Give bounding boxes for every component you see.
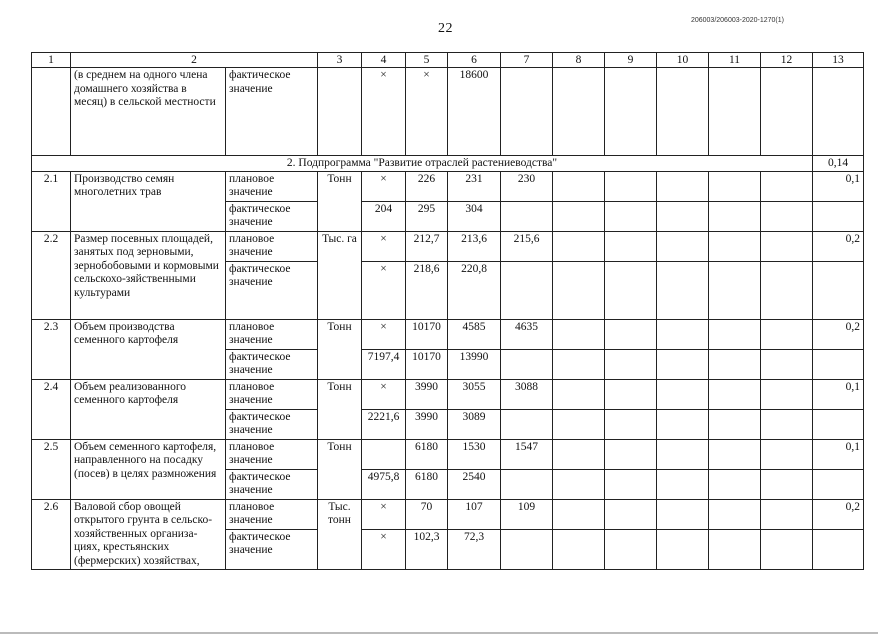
value-cell <box>605 171 657 201</box>
value-cell <box>813 529 864 569</box>
value-cell <box>761 171 813 201</box>
value-type: плановое значение <box>226 439 318 469</box>
value-cell <box>553 439 605 469</box>
unit-cell: Тонн <box>318 319 362 379</box>
value-cell: 10170 <box>406 319 448 349</box>
value-cell <box>553 201 605 231</box>
value-cell: 4585 <box>448 319 501 349</box>
value-cell <box>605 349 657 379</box>
value-cell <box>657 409 709 439</box>
value-cell <box>709 379 761 409</box>
value-cell <box>553 231 605 261</box>
value-cell: 2221,6 <box>362 409 406 439</box>
column-header: 5 <box>406 53 448 68</box>
value-cell <box>553 349 605 379</box>
value-cell: 226 <box>406 171 448 201</box>
indicator-label: Объем производства семенного картофеля <box>71 319 226 379</box>
value-cell <box>709 529 761 569</box>
value-cell <box>605 409 657 439</box>
table-row <box>32 439 864 469</box>
unit-cell <box>318 68 362 156</box>
value-cell: 3088 <box>501 379 553 409</box>
column-header: 10 <box>657 53 709 68</box>
value-type: фактическое значение <box>226 349 318 379</box>
document-code: 206003/206003-2020-1270(1) <box>690 17 784 24</box>
value-cell <box>501 261 553 319</box>
value-cell <box>657 349 709 379</box>
value-cell: 220,8 <box>448 261 501 319</box>
value-cell <box>605 231 657 261</box>
value-cell: × <box>362 68 406 156</box>
section-weight: 0,14 <box>813 156 864 172</box>
value-cell <box>761 499 813 529</box>
row-number: 2.6 <box>32 499 71 569</box>
value-cell <box>813 409 864 439</box>
value-cell: × <box>362 379 406 409</box>
value-cell <box>657 171 709 201</box>
value-cell: 3990 <box>406 409 448 439</box>
value-cell <box>709 171 761 201</box>
value-cell <box>553 68 605 156</box>
value-cell <box>657 319 709 349</box>
value-cell <box>657 439 709 469</box>
table-row <box>32 379 864 409</box>
value-cell: 3055 <box>448 379 501 409</box>
column-header: 1 <box>32 53 71 68</box>
value-cell <box>657 499 709 529</box>
column-header: 3 <box>318 53 362 68</box>
section-row <box>32 156 864 172</box>
value-cell <box>813 201 864 231</box>
table-row <box>32 499 864 529</box>
value-cell: × <box>362 529 406 569</box>
value-cell: 212,7 <box>406 231 448 261</box>
indicators-table <box>31 52 864 570</box>
value-cell <box>761 439 813 469</box>
value-cell <box>605 261 657 319</box>
value-cell <box>657 261 709 319</box>
column-header: 6 <box>448 53 501 68</box>
value-cell <box>813 261 864 319</box>
value-cell <box>709 409 761 439</box>
column-header: 7 <box>501 53 553 68</box>
value-cell <box>605 68 657 156</box>
value-cell <box>657 68 709 156</box>
value-type: фактическое значение <box>226 68 318 156</box>
value-cell <box>761 261 813 319</box>
value-cell <box>501 68 553 156</box>
row-number: 2.5 <box>32 439 71 499</box>
value-cell: 1547 <box>501 439 553 469</box>
unit-cell: Тыс. тонн <box>318 499 362 569</box>
table-row <box>32 319 864 349</box>
value-cell <box>761 529 813 569</box>
column-header: 12 <box>761 53 813 68</box>
column-header: 9 <box>605 53 657 68</box>
section-title: 2. Подпрограмма "Развитие отраслей растениеводства" <box>32 156 813 172</box>
unit-cell: Тыс. га <box>318 231 362 319</box>
value-cell <box>761 379 813 409</box>
indicator-label: Производство семян многолетних трав <box>71 171 226 231</box>
value-cell <box>553 469 605 499</box>
value-cell: 295 <box>406 201 448 231</box>
row-number: 2.2 <box>32 231 71 319</box>
value-cell: 215,6 <box>501 231 553 261</box>
value-cell <box>709 261 761 319</box>
value-cell <box>605 379 657 409</box>
weight-cell <box>813 68 864 156</box>
value-cell <box>813 349 864 379</box>
value-cell: 102,3 <box>406 529 448 569</box>
value-type: плановое значение <box>226 231 318 261</box>
value-cell: 3089 <box>448 409 501 439</box>
value-cell <box>501 469 553 499</box>
table-row <box>32 231 864 261</box>
value-cell: 4975,8 <box>362 469 406 499</box>
value-cell <box>761 319 813 349</box>
value-cell: 72,3 <box>448 529 501 569</box>
unit-cell: Тонн <box>318 379 362 439</box>
indicator-label: Размер посевных площадей, занятых под зерновыми, зернобобовыми и кормовыми сельскохо-зяйственными культурами <box>71 231 226 319</box>
value-cell: × <box>362 499 406 529</box>
page-edge-line <box>0 632 878 634</box>
value-cell: 109 <box>501 499 553 529</box>
value-type: плановое значение <box>226 379 318 409</box>
value-type: фактическое значение <box>226 261 318 319</box>
value-cell: × <box>362 171 406 201</box>
value-cell <box>501 529 553 569</box>
value-cell <box>761 409 813 439</box>
value-cell: 13990 <box>448 349 501 379</box>
weight-cell: 0,2 <box>813 499 864 529</box>
value-cell: 6180 <box>406 469 448 499</box>
indicator-label: Объем семенного картофеля, направленного на посадку (посев) в целях размножения <box>71 439 226 499</box>
value-cell <box>553 379 605 409</box>
row-number: 2.4 <box>32 379 71 439</box>
value-type: фактическое значение <box>226 529 318 569</box>
row-number: 2.1 <box>32 171 71 231</box>
value-cell <box>605 201 657 231</box>
value-cell <box>657 529 709 569</box>
value-cell: 230 <box>501 171 553 201</box>
value-cell: 3990 <box>406 379 448 409</box>
value-cell: × <box>406 68 448 156</box>
value-cell <box>605 439 657 469</box>
page-number: 22 <box>438 21 453 36</box>
value-cell <box>553 261 605 319</box>
value-cell: 10170 <box>406 349 448 379</box>
value-cell: 6180 <box>406 439 448 469</box>
value-cell <box>761 469 813 499</box>
value-cell <box>657 201 709 231</box>
value-cell: × <box>362 261 406 319</box>
value-cell <box>709 319 761 349</box>
row-number: 2.3 <box>32 319 71 379</box>
row-number <box>32 68 71 156</box>
value-cell: 304 <box>448 201 501 231</box>
value-cell: 231 <box>448 171 501 201</box>
column-header: 4 <box>362 53 406 68</box>
value-cell: × <box>362 319 406 349</box>
value-cell <box>813 469 864 499</box>
weight-cell: 0,2 <box>813 231 864 261</box>
value-cell <box>553 319 605 349</box>
unit-cell: Тонн <box>318 171 362 231</box>
value-cell: 4635 <box>501 319 553 349</box>
indicator-label: Объем реализованного семенного картофеля <box>71 379 226 439</box>
value-cell <box>501 409 553 439</box>
value-cell <box>553 499 605 529</box>
indicator-label: Валовой сбор овощей открытого грунта в сельско-хозяйственных организа-циях, крестьянских (фермерских) хозяйствах, <box>71 499 226 569</box>
value-cell <box>657 469 709 499</box>
indicator-label: (в среднем на одного члена домашнего хозяйства в месяц) в сельской местности <box>71 68 226 156</box>
value-cell <box>709 231 761 261</box>
value-cell <box>709 68 761 156</box>
value-cell: × <box>362 231 406 261</box>
value-cell <box>761 201 813 231</box>
weight-cell: 0,1 <box>813 439 864 469</box>
table-row <box>32 171 864 201</box>
weight-cell: 0,1 <box>813 379 864 409</box>
value-cell <box>605 499 657 529</box>
value-cell <box>657 231 709 261</box>
value-cell <box>553 529 605 569</box>
value-cell <box>362 439 406 469</box>
value-cell: 107 <box>448 499 501 529</box>
unit-cell: Тонн <box>318 439 362 499</box>
value-cell <box>605 529 657 569</box>
value-type: фактическое значение <box>226 201 318 231</box>
column-header: 8 <box>553 53 605 68</box>
value-cell <box>501 201 553 231</box>
value-cell <box>709 439 761 469</box>
value-cell <box>553 409 605 439</box>
value-cell: 218,6 <box>406 261 448 319</box>
weight-cell: 0,1 <box>813 171 864 201</box>
table-row <box>32 68 864 156</box>
value-cell: 204 <box>362 201 406 231</box>
value-type: плановое значение <box>226 319 318 349</box>
value-cell <box>501 349 553 379</box>
value-type: фактическое значение <box>226 409 318 439</box>
value-cell <box>709 499 761 529</box>
value-cell <box>709 469 761 499</box>
value-cell: 2540 <box>448 469 501 499</box>
column-header: 11 <box>709 53 761 68</box>
value-cell: 18600 <box>448 68 501 156</box>
value-type: фактическое значение <box>226 469 318 499</box>
value-cell: 1530 <box>448 439 501 469</box>
value-cell <box>605 319 657 349</box>
value-cell: 213,6 <box>448 231 501 261</box>
value-cell <box>605 469 657 499</box>
value-cell <box>657 379 709 409</box>
value-type: плановое значение <box>226 171 318 201</box>
value-cell: 70 <box>406 499 448 529</box>
column-number-row <box>32 53 864 68</box>
value-cell <box>553 171 605 201</box>
column-header: 13 <box>813 53 864 68</box>
value-cell <box>709 201 761 231</box>
value-cell <box>709 349 761 379</box>
weight-cell: 0,2 <box>813 319 864 349</box>
value-cell <box>761 231 813 261</box>
value-cell <box>761 68 813 156</box>
value-cell <box>761 349 813 379</box>
column-header: 2 <box>71 53 318 68</box>
value-cell: 7197,4 <box>362 349 406 379</box>
value-type: плановое значение <box>226 499 318 529</box>
